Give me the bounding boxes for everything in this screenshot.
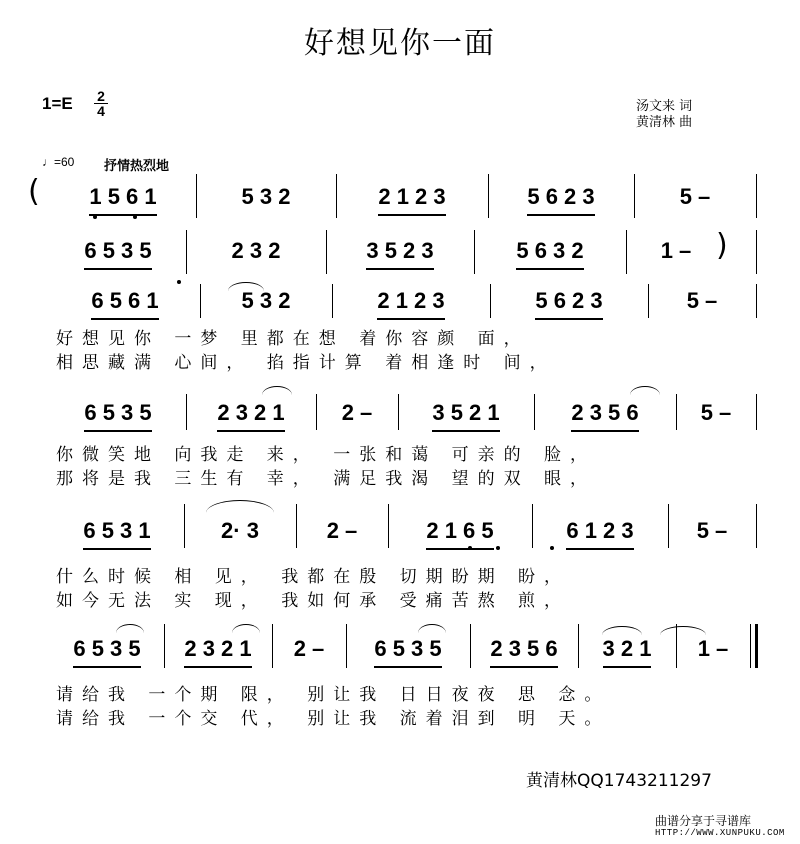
notes: 2 – — [341, 400, 373, 425]
measure — [50, 230, 186, 274]
notes: 2 3 2 1 — [184, 636, 251, 668]
score-row-4 — [0, 392, 800, 488]
measure — [326, 230, 474, 274]
publisher-contact: 黄清林QQ1743211297 — [526, 771, 712, 791]
score-row-6 — [0, 624, 800, 730]
notes: 6 5 3 1 — [83, 518, 150, 550]
low-octave-dot — [468, 546, 472, 550]
composer: 黄清林 曲 — [636, 115, 693, 130]
notes: 3 2 1 — [603, 636, 652, 668]
measure — [50, 174, 196, 218]
measure — [474, 230, 626, 274]
notes: 1 5 6 1 — [89, 184, 156, 216]
measure — [626, 230, 726, 274]
notes: 5 – — [700, 400, 732, 425]
notes: 6 1 2 3 — [566, 518, 633, 550]
notes: 2 3 2 — [231, 238, 281, 263]
notes: 1 – — [660, 238, 692, 263]
key-signature: 1=E — [42, 94, 73, 113]
lyric-line: 你微笑地 向我走 来， 一张和蔼 可亲的 脸， — [56, 445, 597, 465]
notes: 2 1 6 5 — [426, 518, 493, 550]
notes: 5 6 3 2 — [516, 238, 583, 270]
notes: 5 3 2 — [241, 288, 291, 313]
notes: 1 – — [697, 636, 729, 661]
low-octave-dot — [133, 215, 137, 219]
page-title: 好想见你一面 — [304, 26, 496, 61]
measure — [676, 392, 756, 488]
measure — [648, 280, 756, 368]
notes: 6 5 6 1 — [91, 288, 158, 320]
notes: 2 1 2 3 — [377, 288, 444, 320]
notes: 2 3 5 6 — [571, 400, 638, 432]
barline — [750, 624, 751, 668]
repeat-close-paren: ) — [716, 228, 728, 263]
final-barline — [755, 624, 758, 668]
lyric-line: 请给我 一个交 代， 别让我 流着泪到 明 天。 — [56, 709, 611, 729]
barline — [756, 174, 757, 218]
notes: 5 – — [686, 288, 718, 313]
measure — [488, 174, 634, 218]
notes: 6 5 3 5 — [374, 636, 441, 668]
lyricist: 汤文来 词 — [636, 99, 693, 114]
score-row-2 — [0, 230, 800, 274]
time-sig-denominator: 4 — [94, 103, 108, 118]
notes: 5 6 2 3 — [527, 184, 594, 216]
notes: 5 – — [696, 518, 728, 543]
lyric-line: 如今无法 实 现， 我如何承 受痛苦熬 煎， — [56, 591, 571, 611]
measure — [186, 230, 326, 274]
lyric-line: 相思藏满 心间， 掐指计算 着相逢时 间， — [56, 353, 556, 373]
notes: 3 5 2 3 — [366, 238, 433, 270]
footer-url[interactable]: HTTP://WWW.XUNPUKU.COM — [655, 828, 785, 838]
notes: 2· 3 — [221, 518, 259, 543]
lyric-line: 好想见你 一梦 里都在想 着你容颜 面， — [56, 329, 530, 349]
notes: 2 1 2 3 — [378, 184, 445, 216]
notes: 6 5 3 5 — [84, 400, 151, 432]
barline — [756, 230, 757, 274]
barline — [756, 504, 757, 548]
notes: 3 5 2 1 — [432, 400, 499, 432]
time-sig-numerator: 2 — [97, 88, 105, 104]
notes: 6 5 3 5 — [73, 636, 140, 668]
lyric-line: 那将是我 三生有 幸， 满足我渴 望的双 眼， — [56, 469, 597, 489]
notes: 2 3 5 6 — [490, 636, 557, 668]
barline — [756, 284, 757, 318]
expression-marking: 抒情热烈地 — [104, 159, 170, 174]
tempo-marking: ♩=60 — [42, 155, 75, 169]
notes: 2 – — [293, 636, 325, 661]
score-row-1 — [0, 174, 800, 218]
measure — [668, 504, 756, 610]
low-octave-dot — [93, 215, 97, 219]
low-octave-dot — [550, 546, 554, 550]
footer-site-name: 曲谱分享于寻谱库 — [655, 814, 752, 828]
lyric-line: 请给我 一个期 限， 别让我 日日夜夜 思 念。 — [56, 685, 611, 705]
repeat-open-paren: ( — [28, 174, 40, 209]
measure — [676, 624, 750, 730]
score-row-5 — [0, 504, 800, 610]
notes: 2 3 2 1 — [217, 400, 284, 432]
time-signature — [94, 89, 108, 118]
credits — [636, 99, 692, 131]
notes: 5 6 2 3 — [535, 288, 602, 320]
low-octave-dot — [496, 546, 500, 550]
notes: 5 3 2 — [241, 184, 291, 209]
notes: 2 – — [326, 518, 358, 543]
measure — [196, 174, 336, 218]
measure — [336, 174, 488, 218]
notes: 5 – — [679, 184, 711, 209]
measure — [634, 174, 756, 218]
lyric-line: 什么时候 相 见， 我都在殷 切期盼期 盼， — [56, 567, 571, 587]
barline — [756, 394, 757, 430]
score-row-3 — [0, 280, 800, 373]
notes: 6 5 3 5 — [84, 238, 151, 270]
